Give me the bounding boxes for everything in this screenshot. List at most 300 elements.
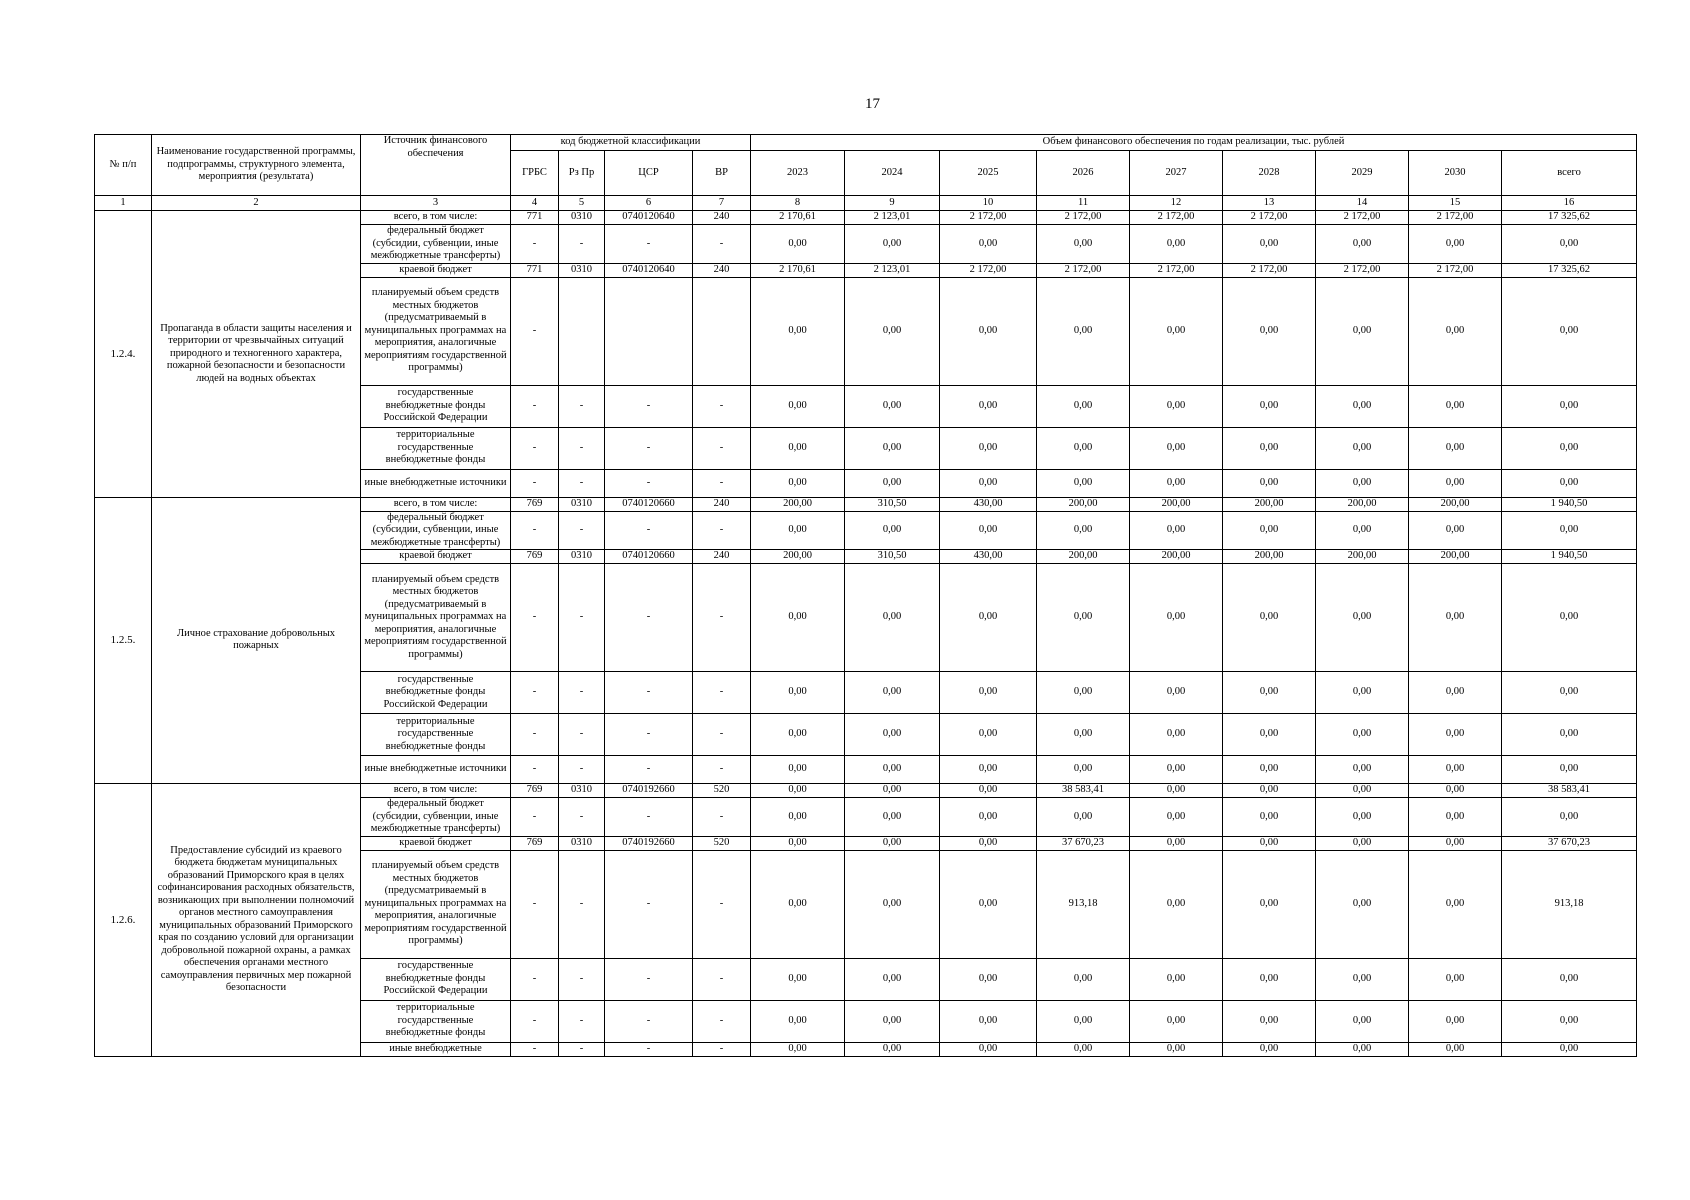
- year-value-cell: 200,00: [1223, 497, 1316, 511]
- year-value-cell: 0,00: [1223, 798, 1316, 837]
- year-value-cell: 0,00: [1223, 836, 1316, 850]
- year-value-cell: 0,00: [845, 511, 940, 550]
- year-value-cell: 0,00: [940, 385, 1037, 427]
- year-value-cell: 0,00: [940, 784, 1037, 798]
- funding-source: всего, в том числе:: [361, 784, 511, 798]
- year-value-cell: 0,00: [1130, 427, 1223, 469]
- budget-code-cell: -: [559, 225, 605, 264]
- year-value-cell: 0,00: [1409, 836, 1502, 850]
- year-value-cell: 2 123,01: [845, 263, 940, 277]
- year-value-cell: 0,00: [1316, 469, 1409, 497]
- budget-code-cell: 0310: [559, 263, 605, 277]
- year-value-cell: 0,00: [1130, 756, 1223, 784]
- year-value-cell: 0,00: [1223, 714, 1316, 756]
- budget-code-cell: -: [693, 798, 751, 837]
- year-value-cell: 0,00: [940, 850, 1037, 958]
- year-value-cell: 38 583,41: [1037, 784, 1130, 798]
- year-value-cell: 0,00: [1316, 427, 1409, 469]
- col-number: 2: [152, 196, 361, 211]
- header-year: 2023: [751, 151, 845, 196]
- year-value-cell: 0,00: [940, 672, 1037, 714]
- total-cell: 0,00: [1502, 385, 1637, 427]
- item-name: Личное страхование добровольных пожарных: [152, 497, 361, 784]
- year-value-cell: 0,00: [751, 798, 845, 837]
- year-value-cell: 0,00: [1409, 385, 1502, 427]
- year-value-cell: 0,00: [1130, 1042, 1223, 1056]
- year-value-cell: 2 172,00: [1130, 211, 1223, 225]
- budget-code-cell: [605, 277, 693, 385]
- item-number: 1.2.5.: [95, 497, 152, 784]
- year-value-cell: 0,00: [1037, 385, 1130, 427]
- year-value-cell: 2 123,01: [845, 211, 940, 225]
- budget-code-cell: -: [605, 1042, 693, 1056]
- year-value-cell: 0,00: [1409, 1000, 1502, 1042]
- header-year: 2024: [845, 151, 940, 196]
- budget-code-cell: -: [605, 798, 693, 837]
- col-number: 16: [1502, 196, 1637, 211]
- year-value-cell: 310,50: [845, 497, 940, 511]
- budget-code-cell: 0310: [559, 497, 605, 511]
- col-number: 7: [693, 196, 751, 211]
- funding-source: иные внебюджетные источники: [361, 469, 511, 497]
- budget-code-cell: -: [605, 714, 693, 756]
- year-value-cell: 0,00: [1130, 225, 1223, 264]
- year-value-cell: 0,00: [1223, 958, 1316, 1000]
- col-number: 12: [1130, 196, 1223, 211]
- funding-source: государственные внебюджетные фонды Российской Федерации: [361, 385, 511, 427]
- year-value-cell: 200,00: [1316, 497, 1409, 511]
- year-value-cell: 2 172,00: [1130, 263, 1223, 277]
- header-code: ГРБС: [511, 151, 559, 196]
- budget-code-cell: -: [511, 427, 559, 469]
- year-value-cell: 200,00: [751, 550, 845, 564]
- year-value-cell: 0,00: [1223, 564, 1316, 672]
- year-value-cell: 2 172,00: [1409, 263, 1502, 277]
- budget-code-cell: -: [559, 427, 605, 469]
- budget-code-cell: -: [559, 756, 605, 784]
- year-value-cell: 0,00: [1409, 225, 1502, 264]
- budget-code-cell: 520: [693, 836, 751, 850]
- year-value-cell: 0,00: [940, 469, 1037, 497]
- header-num: № п/п: [95, 135, 152, 196]
- funding-source: краевой бюджет: [361, 836, 511, 850]
- year-value-cell: 0,00: [940, 1042, 1037, 1056]
- budget-code-cell: 240: [693, 550, 751, 564]
- year-value-cell: 0,00: [1316, 564, 1409, 672]
- total-cell: 0,00: [1502, 1042, 1637, 1056]
- budget-code-cell: 769: [511, 497, 559, 511]
- budget-code-cell: -: [693, 672, 751, 714]
- total-cell: 0,00: [1502, 798, 1637, 837]
- budget-code-cell: 0310: [559, 211, 605, 225]
- funding-source: планируемый объем средств местных бюджетов (предусматриваемый в муниципальных программах на мероприятия, аналогичные мероприятиям государственной программы): [361, 564, 511, 672]
- budget-code-cell: -: [511, 225, 559, 264]
- funding-source: государственные внебюджетные фонды Российской Федерации: [361, 672, 511, 714]
- budget-code-cell: -: [605, 469, 693, 497]
- year-value-cell: 0,00: [1037, 469, 1130, 497]
- budget-code-cell: 0740120640: [605, 211, 693, 225]
- funding-source: краевой бюджет: [361, 263, 511, 277]
- budget-code-cell: -: [605, 756, 693, 784]
- budget-code-cell: -: [511, 277, 559, 385]
- year-value-cell: 430,00: [940, 550, 1037, 564]
- budget-code-cell: -: [693, 714, 751, 756]
- budget-code-cell: -: [511, 756, 559, 784]
- col-number: 15: [1409, 196, 1502, 211]
- budget-code-cell: 520: [693, 784, 751, 798]
- funding-source: всего, в том числе:: [361, 211, 511, 225]
- year-value-cell: 2 170,61: [751, 211, 845, 225]
- year-value-cell: 0,00: [1130, 784, 1223, 798]
- year-value-cell: 200,00: [1037, 550, 1130, 564]
- year-value-cell: 0,00: [751, 756, 845, 784]
- budget-code-cell: -: [693, 564, 751, 672]
- funding-source: планируемый объем средств местных бюджетов (предусматриваемый в муниципальных программах на мероприятия, аналогичные мероприятиям государственной программы): [361, 277, 511, 385]
- year-value-cell: 0,00: [1037, 427, 1130, 469]
- item-name: Пропаганда в области защиты населения и территории от чрезвычайных ситуаций природного и техногенного характера, пожарной безопасности и безопасности людей на водных объектах: [152, 211, 361, 498]
- year-value-cell: 0,00: [940, 1000, 1037, 1042]
- col-number: 3: [361, 196, 511, 211]
- budget-code-cell: -: [693, 958, 751, 1000]
- year-value-cell: 0,00: [940, 427, 1037, 469]
- budget-code-cell: -: [605, 564, 693, 672]
- total-cell: 17 325,62: [1502, 211, 1637, 225]
- year-value-cell: 0,00: [1409, 784, 1502, 798]
- year-value-cell: 0,00: [1037, 756, 1130, 784]
- year-value-cell: 2 170,61: [751, 263, 845, 277]
- year-value-cell: 0,00: [751, 277, 845, 385]
- total-cell: 38 583,41: [1502, 784, 1637, 798]
- budget-code-cell: -: [559, 672, 605, 714]
- item-number: 1.2.6.: [95, 784, 152, 1057]
- year-value-cell: 0,00: [1409, 958, 1502, 1000]
- year-value-cell: 0,00: [845, 850, 940, 958]
- budget-code-cell: -: [511, 958, 559, 1000]
- col-number: 11: [1037, 196, 1130, 211]
- total-cell: 17 325,62: [1502, 263, 1637, 277]
- year-value-cell: 0,00: [845, 385, 940, 427]
- year-value-cell: 0,00: [1130, 798, 1223, 837]
- year-value-cell: 0,00: [1409, 850, 1502, 958]
- year-value-cell: 2 172,00: [1316, 263, 1409, 277]
- funding-source: территориальные государственные внебюджетные фонды: [361, 1000, 511, 1042]
- funding-source: краевой бюджет: [361, 550, 511, 564]
- budget-code-cell: [559, 277, 605, 385]
- year-value-cell: 0,00: [1037, 714, 1130, 756]
- year-value-cell: 0,00: [1316, 1042, 1409, 1056]
- year-value-cell: 0,00: [751, 511, 845, 550]
- year-value-cell: 200,00: [1316, 550, 1409, 564]
- year-value-cell: 0,00: [1223, 756, 1316, 784]
- year-value-cell: 0,00: [751, 850, 845, 958]
- year-value-cell: 0,00: [751, 836, 845, 850]
- funding-source: иные внебюджетные источники: [361, 756, 511, 784]
- year-value-cell: 0,00: [1130, 385, 1223, 427]
- year-value-cell: 0,00: [1223, 850, 1316, 958]
- year-value-cell: 0,00: [1409, 672, 1502, 714]
- year-value-cell: 0,00: [1223, 385, 1316, 427]
- year-value-cell: 0,00: [1316, 1000, 1409, 1042]
- budget-code-cell: 240: [693, 211, 751, 225]
- year-value-cell: 37 670,23: [1037, 836, 1130, 850]
- year-value-cell: 0,00: [1316, 714, 1409, 756]
- budget-code-cell: -: [605, 958, 693, 1000]
- table-row: [95, 784, 1637, 798]
- year-value-cell: 0,00: [940, 511, 1037, 550]
- col-number: 9: [845, 196, 940, 211]
- col-number: 5: [559, 196, 605, 211]
- year-value-cell: 0,00: [1316, 756, 1409, 784]
- year-value-cell: 0,00: [1037, 798, 1130, 837]
- year-value-cell: 430,00: [940, 497, 1037, 511]
- year-value-cell: 0,00: [1130, 1000, 1223, 1042]
- year-value-cell: 0,00: [1130, 469, 1223, 497]
- header-code: Рз Пр: [559, 151, 605, 196]
- total-cell: 913,18: [1502, 850, 1637, 958]
- budget-code-cell: 0740120640: [605, 263, 693, 277]
- budget-code-cell: -: [605, 225, 693, 264]
- year-value-cell: 0,00: [845, 427, 940, 469]
- budget-code-cell: 240: [693, 497, 751, 511]
- budget-code-cell: 0740192660: [605, 836, 693, 850]
- year-value-cell: 0,00: [1316, 385, 1409, 427]
- year-value-cell: 0,00: [845, 714, 940, 756]
- budget-code-cell: -: [693, 1042, 751, 1056]
- budget-code-cell: -: [511, 1000, 559, 1042]
- budget-code-cell: 769: [511, 784, 559, 798]
- year-value-cell: 200,00: [1409, 550, 1502, 564]
- col-number: 14: [1316, 196, 1409, 211]
- total-cell: 0,00: [1502, 958, 1637, 1000]
- year-value-cell: 0,00: [845, 277, 940, 385]
- year-value-cell: 0,00: [845, 756, 940, 784]
- year-value-cell: 0,00: [1037, 672, 1130, 714]
- year-value-cell: 0,00: [1037, 225, 1130, 264]
- year-value-cell: 2 172,00: [1409, 211, 1502, 225]
- year-value-cell: 200,00: [1409, 497, 1502, 511]
- funding-source: планируемый объем средств местных бюджетов (предусматриваемый в муниципальных программах на мероприятия, аналогичные мероприятиям государственной программы): [361, 850, 511, 958]
- year-value-cell: 0,00: [940, 564, 1037, 672]
- budget-code-cell: -: [605, 672, 693, 714]
- budget-code-cell: -: [693, 511, 751, 550]
- year-value-cell: 0,00: [1409, 277, 1502, 385]
- table-row: [95, 211, 1637, 225]
- funding-source: территориальные государственные внебюджетные фонды: [361, 427, 511, 469]
- budget-code-cell: 0740120660: [605, 497, 693, 511]
- header-year: 2025: [940, 151, 1037, 196]
- table-body: [95, 211, 1637, 1057]
- year-value-cell: 0,00: [845, 672, 940, 714]
- budget-code-cell: -: [693, 225, 751, 264]
- funding-source: федеральный бюджет (субсидии, субвенции, иные межбюджетные трансферты): [361, 225, 511, 264]
- year-value-cell: 0,00: [940, 798, 1037, 837]
- funding-source: иные внебюджетные: [361, 1042, 511, 1056]
- year-value-cell: 0,00: [751, 564, 845, 672]
- header-code-group: код бюджетной классификации: [511, 135, 751, 151]
- budget-code-cell: -: [693, 427, 751, 469]
- year-value-cell: 200,00: [1223, 550, 1316, 564]
- year-value-cell: 0,00: [1130, 714, 1223, 756]
- funding-source: государственные внебюджетные фонды Российской Федерации: [361, 958, 511, 1000]
- year-value-cell: 0,00: [1037, 1000, 1130, 1042]
- year-value-cell: 310,50: [845, 550, 940, 564]
- year-value-cell: 0,00: [1037, 511, 1130, 550]
- year-value-cell: 0,00: [940, 836, 1037, 850]
- budget-code-cell: -: [559, 1000, 605, 1042]
- total-cell: 0,00: [1502, 511, 1637, 550]
- year-value-cell: 0,00: [1409, 714, 1502, 756]
- year-value-cell: 0,00: [1223, 469, 1316, 497]
- year-value-cell: 0,00: [845, 958, 940, 1000]
- item-number: 1.2.4.: [95, 211, 152, 498]
- budget-code-cell: -: [605, 850, 693, 958]
- year-value-cell: 0,00: [940, 225, 1037, 264]
- year-value-cell: 0,00: [845, 469, 940, 497]
- budget-code-cell: 771: [511, 211, 559, 225]
- year-value-cell: 0,00: [1130, 958, 1223, 1000]
- year-value-cell: 200,00: [1037, 497, 1130, 511]
- year-value-cell: 0,00: [1130, 277, 1223, 385]
- col-number: 4: [511, 196, 559, 211]
- year-value-cell: 0,00: [751, 784, 845, 798]
- year-value-cell: 0,00: [1037, 1042, 1130, 1056]
- year-value-cell: 2 172,00: [1223, 211, 1316, 225]
- year-value-cell: 200,00: [1130, 550, 1223, 564]
- year-value-cell: 0,00: [940, 958, 1037, 1000]
- header-year: 2026: [1037, 151, 1130, 196]
- year-value-cell: 0,00: [1316, 784, 1409, 798]
- budget-code-cell: -: [605, 427, 693, 469]
- budget-code-cell: -: [559, 958, 605, 1000]
- year-value-cell: 0,00: [1316, 958, 1409, 1000]
- year-value-cell: 913,18: [1037, 850, 1130, 958]
- budget-code-cell: -: [511, 511, 559, 550]
- total-cell: 0,00: [1502, 1000, 1637, 1042]
- total-cell: 0,00: [1502, 427, 1637, 469]
- budget-code-cell: -: [559, 1042, 605, 1056]
- year-value-cell: 0,00: [1223, 672, 1316, 714]
- budget-code-cell: 240: [693, 263, 751, 277]
- year-value-cell: 200,00: [1130, 497, 1223, 511]
- year-value-cell: 0,00: [751, 1000, 845, 1042]
- header-year: 2029: [1316, 151, 1409, 196]
- total-cell: 0,00: [1502, 714, 1637, 756]
- budget-code-cell: -: [693, 850, 751, 958]
- year-value-cell: 0,00: [845, 798, 940, 837]
- budget-code-cell: -: [511, 672, 559, 714]
- year-value-cell: 0,00: [1316, 836, 1409, 850]
- financing-table: [94, 134, 1637, 1057]
- year-value-cell: 0,00: [1037, 958, 1130, 1000]
- year-value-cell: 0,00: [1409, 564, 1502, 672]
- funding-source: федеральный бюджет (субсидии, субвенции, иные межбюджетные трансферты): [361, 511, 511, 550]
- col-number: 1: [95, 196, 152, 211]
- year-value-cell: 0,00: [1223, 225, 1316, 264]
- total-cell: 0,00: [1502, 672, 1637, 714]
- col-number: 13: [1223, 196, 1316, 211]
- header-code: ЦСР: [605, 151, 693, 196]
- budget-code-cell: 0310: [559, 550, 605, 564]
- total-cell: 1 940,50: [1502, 550, 1637, 564]
- total-cell: 0,00: [1502, 564, 1637, 672]
- year-value-cell: 0,00: [1223, 277, 1316, 385]
- col-number: 6: [605, 196, 693, 211]
- budget-code-cell: -: [511, 714, 559, 756]
- budget-code-cell: -: [693, 1000, 751, 1042]
- year-value-cell: 0,00: [1037, 277, 1130, 385]
- budget-code-cell: 0740120660: [605, 550, 693, 564]
- year-value-cell: 200,00: [751, 497, 845, 511]
- year-value-cell: 0,00: [1409, 511, 1502, 550]
- year-value-cell: 2 172,00: [1223, 263, 1316, 277]
- budget-code-cell: -: [511, 564, 559, 672]
- year-value-cell: 0,00: [751, 1042, 845, 1056]
- budget-code-cell: -: [559, 511, 605, 550]
- budget-code-cell: -: [693, 469, 751, 497]
- budget-code-cell: -: [559, 385, 605, 427]
- funding-source: территориальные государственные внебюджетные фонды: [361, 714, 511, 756]
- total-cell: 1 940,50: [1502, 497, 1637, 511]
- year-value-cell: 0,00: [1130, 850, 1223, 958]
- year-value-cell: 0,00: [940, 756, 1037, 784]
- year-value-cell: 0,00: [1130, 564, 1223, 672]
- budget-code-cell: 0310: [559, 784, 605, 798]
- year-value-cell: 2 172,00: [940, 211, 1037, 225]
- budget-code-cell: -: [559, 798, 605, 837]
- page-number: 17: [865, 96, 880, 112]
- year-value-cell: 0,00: [845, 836, 940, 850]
- year-value-cell: 2 172,00: [1316, 211, 1409, 225]
- budget-code-cell: -: [559, 564, 605, 672]
- item-name: Предоставление субсидий из краевого бюджета бюджетам муниципальных образований Приморского края в целях софинансирования расходных обязательств, возникающих при выполнении полномочий органов местного самоуправления муниципальных образований Приморского края по созданию условий для организации добровольной пожарной охраны, а рамках обеспечения органами местного самоуправления первичных мер пожарной безопасности: [152, 784, 361, 1057]
- year-value-cell: 2 172,00: [1037, 263, 1130, 277]
- year-value-cell: 0,00: [1409, 469, 1502, 497]
- year-value-cell: 0,00: [845, 225, 940, 264]
- total-cell: 0,00: [1502, 225, 1637, 264]
- year-value-cell: 0,00: [1037, 564, 1130, 672]
- year-value-cell: 2 172,00: [940, 263, 1037, 277]
- year-value-cell: 0,00: [751, 427, 845, 469]
- year-value-cell: 0,00: [1316, 277, 1409, 385]
- budget-code-cell: -: [693, 385, 751, 427]
- funding-source: федеральный бюджет (субсидии, субвенции, иные межбюджетные трансферты): [361, 798, 511, 837]
- year-value-cell: 0,00: [1223, 1042, 1316, 1056]
- year-value-cell: 0,00: [1316, 511, 1409, 550]
- year-value-cell: 0,00: [1223, 784, 1316, 798]
- year-value-cell: 0,00: [1316, 672, 1409, 714]
- year-value-cell: 0,00: [751, 385, 845, 427]
- budget-code-cell: 769: [511, 836, 559, 850]
- budget-code-cell: 0310: [559, 836, 605, 850]
- year-value-cell: 0,00: [845, 1042, 940, 1056]
- total-cell: 0,00: [1502, 277, 1637, 385]
- budget-code-cell: -: [559, 469, 605, 497]
- year-value-cell: 0,00: [845, 1000, 940, 1042]
- funding-source: всего, в том числе:: [361, 497, 511, 511]
- year-value-cell: 0,00: [751, 672, 845, 714]
- header-volume-group: Объем финансового обеспечения по годам реализации, тыс. рублей: [751, 135, 1637, 151]
- year-value-cell: 2 172,00: [1037, 211, 1130, 225]
- year-value-cell: 0,00: [1223, 1000, 1316, 1042]
- header-year: 2027: [1130, 151, 1223, 196]
- total-cell: 37 670,23: [1502, 836, 1637, 850]
- header-code: ВР: [693, 151, 751, 196]
- year-value-cell: 0,00: [751, 225, 845, 264]
- budget-code-cell: -: [605, 511, 693, 550]
- budget-code-cell: -: [559, 714, 605, 756]
- col-number: 10: [940, 196, 1037, 211]
- year-value-cell: 0,00: [940, 277, 1037, 385]
